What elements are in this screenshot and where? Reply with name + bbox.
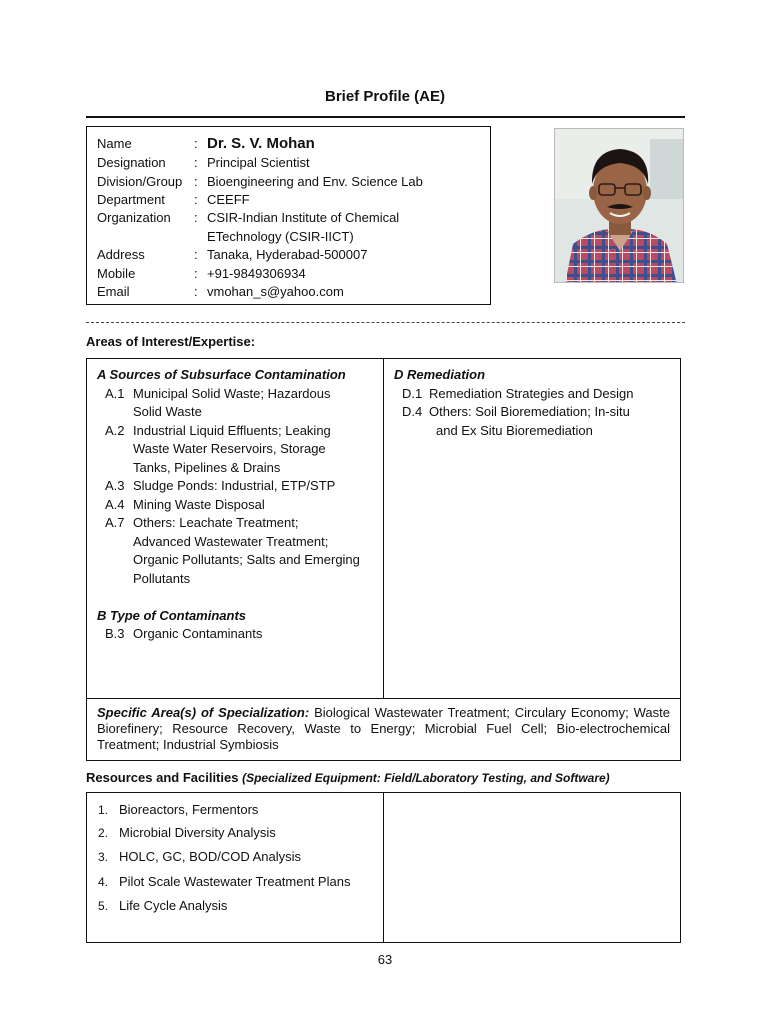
profile-value: Bioengineering and Env. Science Lab [207,174,423,189]
profile-colon: : [194,136,198,151]
profile-colon: : [194,174,198,189]
resources-subtitle: (Specialized Equipment: Field/Laboratory Testing, and Software) [242,771,610,785]
profile-colon: : [194,266,198,281]
resource-number: 3. [98,850,109,864]
areas-specialization-divider [86,698,681,699]
profile-value: vmohan_s@yahoo.com [207,284,344,299]
profile-colon: : [194,155,198,170]
resource-item [98,801,258,819]
section-divider [86,322,685,323]
resource-text: Microbial Diversity Analysis [119,825,276,840]
category-a-heading: A Sources of Subsurface Contamination [97,367,346,382]
item-a3-line: Sludge Ponds: Industrial, ETP/STP [133,478,336,493]
code-d1: D.1 [402,386,423,401]
profile-value: +91-9849306934 [207,266,306,281]
profile-value: CEEFF [207,192,250,207]
code-a1: A.1 [105,386,125,401]
code-b3: B.3 [105,626,125,641]
resource-number: 1. [98,803,109,817]
profile-box [86,126,491,305]
profile-value: Principal Scientist [207,155,310,170]
profile-label: Email [97,284,130,299]
resource-text: Life Cycle Analysis [119,898,228,913]
resource-item [98,848,301,866]
resources-title: Resources and Facilities [86,770,239,785]
item-a1-line: Solid Waste [133,404,202,419]
code-a7: A.7 [105,515,125,530]
profile-label: Division/Group [97,174,183,189]
areas-heading: Areas of Interest/Expertise: [86,334,256,349]
specialization-paragraph [97,705,670,753]
resource-item [98,873,350,891]
resource-text: Bioreactors, Fermentors [119,802,259,817]
code-d4: D.4 [402,404,423,419]
specialization-label: Specific Area(s) of Specialization: [97,705,310,720]
title-rule [86,116,685,118]
item-a2-line: Tanks, Pipelines & Drains [133,460,281,475]
profile-label: Designation [97,155,166,170]
resource-text: Pilot Scale Wastewater Treatment Plans [119,874,351,889]
profile-value: CSIR-Indian Institute of Chemical [207,210,400,225]
resource-item [98,897,227,915]
resources-column-divider [383,792,384,943]
item-a7-line: Organic Pollutants; Salts and Emerging [133,552,360,567]
item-a2-line: Waste Water Reservoirs, Storage [133,441,326,456]
profile-colon: : [194,210,198,225]
item-a1-line: Municipal Solid Waste; Hazardous [133,386,331,401]
profile-label: Address [97,247,145,262]
profile-colon: : [194,192,198,207]
code-a2: A.2 [105,423,125,438]
profile-colon: : [194,247,198,262]
item-a7-line: Others: Leachate Treatment; [133,515,299,530]
item-a7-line: Pollutants [133,571,191,586]
profile-value: Tanaka, Hyderabad-500007 [207,247,368,262]
category-d-heading: D Remediation [394,367,486,382]
item-d4-line: and Ex Situ Bioremediation [436,423,593,438]
profile-colon: : [194,284,198,299]
resource-number: 5. [98,899,109,913]
item-a4-line: Mining Waste Disposal [133,497,265,512]
code-a4: A.4 [105,497,125,512]
profile-name-value: Dr. S. V. Mohan [207,135,315,152]
item-a2-line: Industrial Liquid Effluents; Leaking [133,423,331,438]
resources-heading [86,770,610,785]
item-d1-line: Remediation Strategies and Design [429,386,634,401]
item-b3-line: Organic Contaminants [133,626,263,641]
category-b-heading: B Type of Contaminants [97,608,247,623]
resource-number: 4. [98,875,109,889]
portrait-illustration [555,129,684,283]
profile-label: Department [97,192,165,207]
profile-label: Mobile [97,266,136,281]
portrait-photo [554,128,684,283]
page-number: 63 [377,952,393,967]
specialization-text: Biological Wastewater Treatment; Circulary Economy; Waste Biorefinery; Resource Recovery, Waste to Energy; Microbial Fuel Cell; Bio-electrochemical Treatment; Industrial Symbiosis [97,705,670,752]
areas-column-divider [383,358,384,698]
code-a3: A.3 [105,478,125,493]
profile-label: Organization [97,210,171,225]
item-d4-line: Others: Soil Bioremediation; In-situ [429,404,630,419]
resource-text: HOLC, GC, BOD/COD Analysis [119,849,302,864]
profile-value: ETechnology (CSIR-IICT) [207,229,354,244]
resource-item [98,824,276,842]
profile-label: Name [97,136,132,151]
resource-number: 2. [98,826,109,840]
item-a7-line: Advanced Wastewater Treatment; [133,534,329,549]
page-title: Brief Profile (AE) [324,88,445,105]
